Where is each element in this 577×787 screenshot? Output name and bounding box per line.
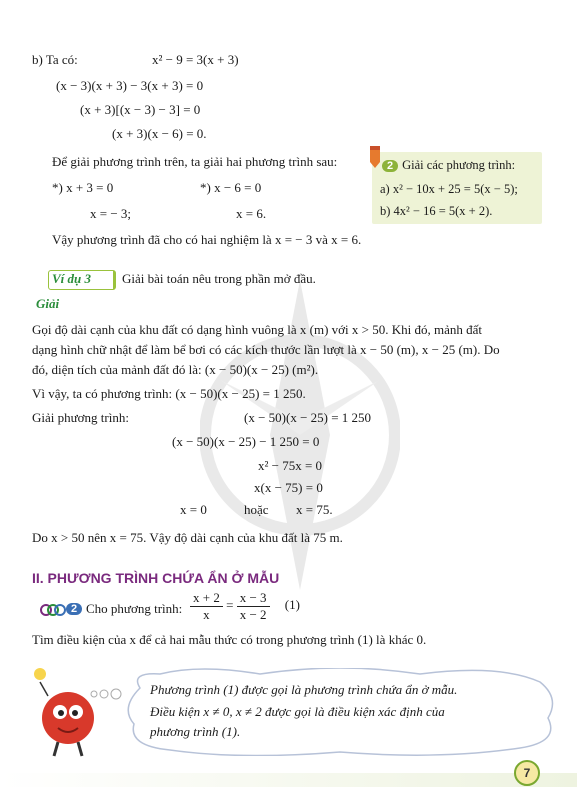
fraction-right: $\frac{x - 3}{x - 2}$ [237, 590, 270, 623]
solve-eq-2: (x − 50)(x − 25) − 1 250 = 0 [172, 434, 320, 449]
equals-sign: = [226, 597, 234, 613]
solve-eq-4: x(x − 75) = 0 [254, 480, 323, 495]
equation-1 [190, 590, 300, 623]
equation-main: x² − 9 = 3(x + 3) [152, 52, 239, 67]
practice-title: Giải các phương trình: [402, 158, 516, 172]
para-4: Vì vậy, ta có phương trình: (x − 50)(x − 25) = 1 250. [32, 386, 306, 401]
solve-eq-3: x² − 75x = 0 [258, 458, 323, 473]
task-text: Tìm điều kiện của x để cả hai mẫu thức có trong phương trình (1) là khác 0. [32, 632, 427, 647]
note-text: Để giải phương trình trên, ta giải hai phương trình sau: [52, 154, 338, 169]
para-2: dạng hình chữ nhật để làm bể bơi có các kích thước lần lượt là x − 50 (m), x − 25 (m). Do [32, 342, 500, 357]
para-3: đó, diện tích của mảnh đất đó là: (x − 50)(x − 25) (m²). [32, 362, 319, 377]
case-1-result: x = − 3; [90, 206, 132, 221]
cloud-line-2: Điều kiện x ≠ 0, x ≠ 2 được gọi là điều kiện xác định của [150, 704, 445, 719]
para-1: Gọi độ dài cạnh của khu đất có dạng hình vuông là x (m) với x > 50. Khi đó, mảnh đất [32, 322, 482, 337]
para-6: Do x > 50 nên x = 75. Vậy độ dài cạnh của khu đất là 75 m. [32, 530, 343, 545]
cloud-line-1: Phương trình (1) được gọi là phương trình chứa ẩn ở mẫu. [150, 682, 458, 697]
activity-text: Cho phương trình: [86, 601, 183, 616]
practice-badge: 2 [382, 160, 398, 172]
step-line-3: (x + 3)(x − 6) = 0. [112, 126, 207, 141]
part-b-label: b) Ta có: [32, 52, 78, 67]
solve-or: hoặc [244, 502, 269, 517]
section-title: II. PHƯƠNG TRÌNH CHỨA ẨN Ở MẪU [32, 570, 280, 586]
case-2-eq: *) x − 6 = 0 [200, 180, 262, 195]
example-text: Giải bài toán nêu trong phần mở đầu. [122, 271, 316, 286]
para-5: Giải phương trình: [32, 410, 129, 425]
activity-badge: 2 [66, 603, 82, 615]
step-line-1: (x − 3)(x + 3) − 3(x + 3) = 0 [56, 78, 204, 93]
equation-number: (1) [284, 597, 300, 613]
mascot-icon [30, 660, 100, 760]
solution-heading: Giải [36, 296, 60, 311]
example-label: Ví dụ 3 [52, 271, 92, 286]
practice-box [372, 152, 542, 224]
activity-icon [40, 602, 66, 618]
fraction-left: $\frac{x + 2}{x}$ [190, 590, 223, 623]
conclusion-text: Vậy phương trình đã cho có hai nghiệm là x = − 3 và x = 6. [52, 232, 362, 247]
solve-root-2: x = 75. [296, 502, 333, 517]
cloud-line-3: phương trình (1). [150, 724, 241, 739]
case-1-eq: *) x + 3 = 0 [52, 180, 114, 195]
practice-item-b: b) 4x² − 16 = 5(x + 2). [380, 204, 493, 218]
solve-root-1: x = 0 [180, 502, 207, 517]
page-number: 7 [514, 760, 540, 786]
solve-eq-1: (x − 50)(x − 25) = 1 250 [244, 410, 372, 425]
case-2-result: x = 6. [236, 206, 267, 221]
thought-dots-icon [90, 688, 122, 700]
step-line-2: (x + 3)[(x − 3) − 3] = 0 [80, 102, 201, 117]
footer-band [0, 773, 577, 787]
practice-item-a: a) x² − 10x + 25 = 5(x − 5); [380, 182, 518, 196]
